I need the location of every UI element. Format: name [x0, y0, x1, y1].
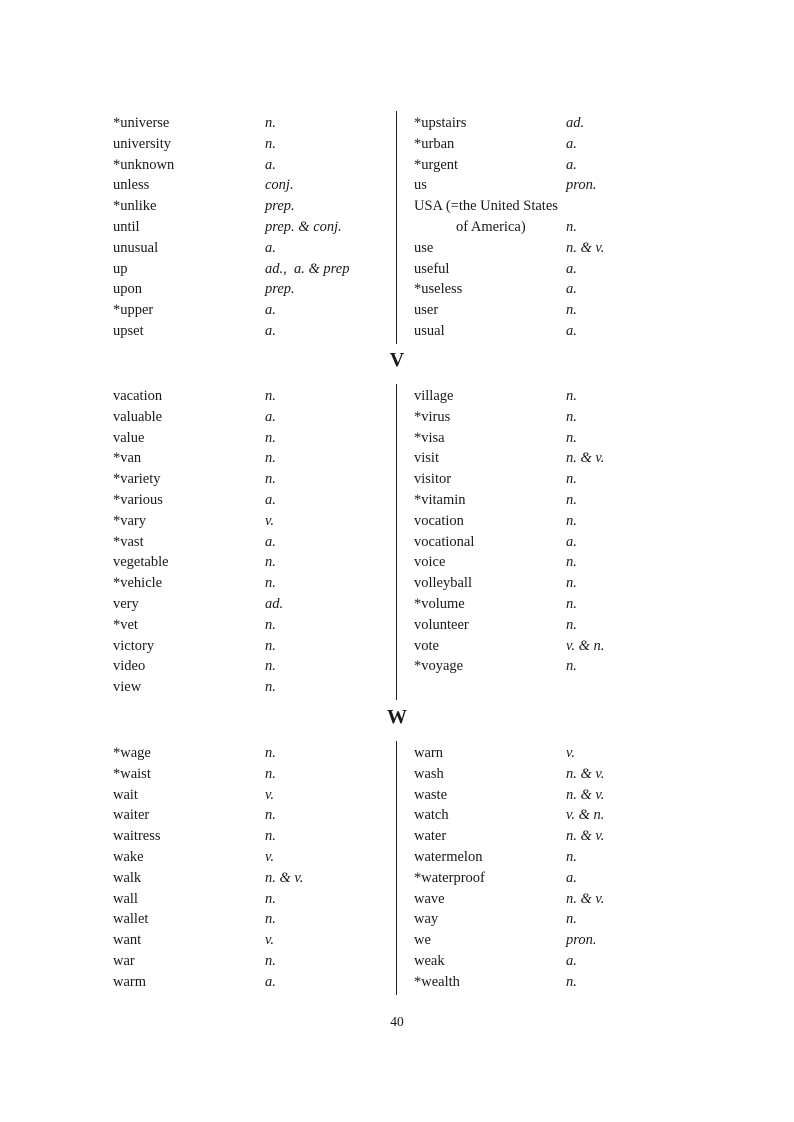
entry-row — [414, 448, 794, 469]
entry-row — [113, 930, 397, 951]
entry-pos: n. — [265, 616, 276, 633]
entry-word: wait — [113, 786, 138, 803]
word-column-right — [397, 386, 794, 698]
entry-word: *upper — [113, 302, 154, 319]
entry-row — [113, 448, 397, 469]
entry-row — [414, 238, 794, 259]
entry-pos: n. — [265, 575, 276, 592]
entry-pos: v. — [265, 512, 274, 529]
entry-row — [113, 490, 397, 511]
entry-word: waiter — [113, 807, 150, 824]
entry-word: unusual — [113, 239, 159, 256]
entry-pos: n. — [566, 575, 577, 592]
entry-word: warn — [414, 745, 443, 761]
entry-pos: v. & n. — [566, 807, 605, 824]
entry-word: visit — [414, 450, 439, 467]
entry-pos: n. — [265, 637, 276, 654]
entry-pos: n. — [566, 595, 577, 612]
entry-pos: n. — [566, 302, 577, 319]
entry-row — [414, 594, 794, 615]
entry-word: *wealth — [414, 973, 460, 990]
entry-row — [414, 175, 794, 196]
entry-pos: n. — [265, 679, 276, 696]
entry-row — [113, 636, 397, 657]
entry-row — [113, 407, 397, 428]
entry-pos: prep. & conj. — [265, 218, 342, 235]
entry-row — [113, 594, 397, 615]
entry-word: *vet — [113, 616, 138, 633]
entry-row — [414, 259, 794, 280]
entry-word: *van — [113, 450, 142, 467]
entry-word: voice — [414, 554, 446, 571]
entry-word: up — [113, 260, 128, 277]
entry-word: waitress — [113, 828, 161, 845]
entry-pos: n. — [265, 388, 276, 404]
column-divider — [396, 741, 397, 995]
entry-pos: n. — [265, 745, 276, 761]
entry-row — [414, 743, 794, 764]
entry-pos: ad. — [566, 115, 585, 131]
entry-word: vocation — [414, 512, 464, 529]
entry-pos: n. — [265, 658, 276, 675]
entry-row — [414, 469, 794, 490]
entry-pos: n. — [265, 890, 276, 907]
entry-row — [113, 868, 397, 889]
entry-row — [414, 615, 794, 636]
entry-row — [414, 972, 794, 993]
entry-word: vacation — [113, 388, 163, 404]
entry-row — [414, 217, 794, 238]
entry-row — [113, 386, 397, 407]
word-column-left — [0, 386, 397, 698]
entry-row — [113, 615, 397, 636]
entry-word: victory — [113, 637, 155, 654]
entry-pos: a. — [566, 156, 577, 173]
entry-row — [414, 386, 794, 407]
entry-pos: n. — [265, 115, 276, 131]
entry-row — [414, 656, 794, 677]
entry-pos: a. — [265, 973, 276, 990]
entry-word: *virus — [414, 408, 451, 425]
entry-word: vote — [414, 637, 439, 654]
entry-pos: n. — [265, 911, 276, 928]
entry-pos: n. — [265, 135, 276, 152]
entry-word: usual — [414, 322, 445, 339]
entry-pos: a. — [566, 952, 577, 969]
entry-word: weak — [414, 952, 445, 969]
entry-row — [414, 279, 794, 300]
entry-pos: n. — [566, 429, 577, 446]
entry-row — [113, 805, 397, 826]
entry-pos: prep. — [265, 198, 295, 215]
entry-pos: n. — [265, 828, 276, 845]
entry-row — [414, 552, 794, 573]
entry-row — [414, 785, 794, 806]
entry-pos: a. — [265, 302, 276, 319]
entry-row — [414, 490, 794, 511]
entry-word: watermelon — [414, 848, 483, 865]
entry-pos: a. — [566, 135, 577, 152]
entry-word: *voyage — [414, 658, 464, 675]
entry-word: wallet — [113, 911, 149, 928]
entry-pos: a. — [265, 239, 276, 256]
entry-word: wash — [414, 765, 444, 782]
entry-row — [113, 889, 397, 910]
entry-pos: n. & v. — [566, 890, 605, 907]
entry-word: us — [414, 177, 427, 194]
entry-row — [113, 300, 397, 321]
entry-word: *volume — [414, 595, 465, 612]
entry-pos: v. — [566, 745, 575, 761]
entry-row — [113, 972, 397, 993]
entry-pos: a. — [265, 491, 276, 508]
entry-row — [414, 847, 794, 868]
column-divider — [396, 384, 397, 700]
entry-pos: a. — [566, 533, 577, 550]
entry-row — [414, 889, 794, 910]
entry-word: *unknown — [113, 156, 175, 173]
entry-row — [113, 573, 397, 594]
entry-word: user — [414, 302, 439, 319]
entry-row — [113, 764, 397, 785]
entry-pos: v. — [265, 786, 274, 803]
word-column-right — [397, 743, 794, 993]
entry-word: *urban — [414, 135, 455, 152]
entry-word: *upstairs — [414, 115, 467, 131]
entry-row — [414, 134, 794, 155]
entry-pos: ad. — [265, 595, 284, 612]
entry-pos: n. & v. — [566, 450, 605, 467]
entry-word: upon — [113, 281, 142, 298]
section-v — [0, 386, 794, 698]
entry-row — [414, 805, 794, 826]
entry-word: waste — [414, 786, 448, 803]
entry-word: vocational — [414, 533, 475, 550]
entry-word: *various — [113, 491, 163, 508]
entry-row — [414, 909, 794, 930]
entry-pos: n. — [566, 658, 577, 675]
entry-pos: n. & v. — [566, 828, 605, 845]
entry-pos: a. — [265, 408, 276, 425]
entry-row — [113, 196, 397, 217]
entry-word: *variety — [113, 471, 161, 488]
entry-row — [414, 196, 794, 217]
entry-row — [113, 951, 397, 972]
page-number: 40 — [390, 1014, 404, 1029]
entry-row — [113, 532, 397, 553]
entry-pos: n. & v. — [566, 765, 605, 782]
entry-row — [414, 868, 794, 889]
entry-row — [414, 826, 794, 847]
entry-word: view — [113, 679, 142, 696]
entry-pos: v. — [265, 848, 274, 865]
entry-row — [113, 909, 397, 930]
entry-row — [414, 930, 794, 951]
entry-pos: a. — [566, 281, 577, 298]
entry-word: *vitamin — [414, 491, 466, 508]
entry-word: *unlike — [113, 198, 157, 215]
entry-word: *vast — [113, 533, 144, 550]
section-heading-w: W — [387, 706, 407, 728]
entry-pos: a. — [265, 533, 276, 550]
entry-row — [113, 847, 397, 868]
entry-row — [113, 677, 397, 698]
entry-pos: n. — [265, 765, 276, 782]
entry-word: upset — [113, 322, 144, 339]
entry-pos: n. — [566, 911, 577, 928]
entry-word: *wage — [113, 745, 151, 761]
entry-pos: ad., a. & prep — [265, 260, 350, 277]
entry-row — [414, 573, 794, 594]
entry-row — [113, 785, 397, 806]
entry-word: *urgent — [414, 156, 459, 173]
entry-word: of America) — [456, 218, 526, 235]
entry-row — [113, 175, 397, 196]
entry-word: valuable — [113, 408, 163, 425]
entry-row — [113, 826, 397, 847]
entry-pos: a. — [566, 260, 577, 277]
entry-pos: n. — [265, 429, 276, 446]
entry-pos: n. — [566, 491, 577, 508]
entry-word: *useless — [414, 281, 463, 298]
entry-pos: n. — [566, 218, 577, 235]
entry-pos: a. — [566, 869, 577, 886]
entry-row — [113, 259, 397, 280]
entry-word: water — [414, 828, 447, 845]
entry-row — [414, 300, 794, 321]
entry-row — [113, 155, 397, 176]
entry-word: *vehicle — [113, 575, 163, 592]
entry-pos: prep. — [265, 281, 295, 298]
entry-row — [414, 532, 794, 553]
entry-word: *universe — [113, 115, 170, 131]
entry-pos: n. — [566, 616, 577, 633]
word-column-right — [397, 113, 794, 342]
entry-word: use — [414, 239, 434, 256]
entry-pos: n. — [566, 408, 577, 425]
entry-pos: conj. — [265, 177, 294, 194]
entry-pos: n. & v. — [566, 239, 605, 256]
entry-word: volunteer — [414, 616, 469, 633]
entry-word: wall — [113, 890, 138, 907]
entry-word: vegetable — [113, 554, 169, 571]
entry-row — [113, 113, 397, 134]
entry-row — [113, 656, 397, 677]
entry-row — [414, 428, 794, 449]
entry-word: war — [113, 952, 135, 969]
entry-pos: n. — [566, 554, 577, 571]
entry-word: *waist — [113, 765, 151, 782]
entry-pos: pron. — [566, 932, 597, 949]
section-w — [0, 743, 794, 993]
entry-row — [414, 764, 794, 785]
entry-row — [414, 155, 794, 176]
entry-word: *vary — [113, 512, 147, 529]
section-heading-v: V — [389, 349, 405, 371]
entry-pos: v. & n. — [566, 637, 605, 654]
entry-pos: n. — [566, 848, 577, 865]
entry-row — [113, 134, 397, 155]
entry-word: we — [414, 932, 431, 949]
entry-word: very — [113, 595, 139, 612]
entry-word: watch — [414, 807, 449, 824]
entry-row — [113, 238, 397, 259]
entry-word: *waterproof — [414, 869, 485, 886]
entry-row — [113, 743, 397, 764]
entry-pos: a. — [265, 322, 276, 339]
entry-pos: a. — [566, 322, 577, 339]
entry-pos: n. — [566, 512, 577, 529]
entry-word: walk — [113, 869, 142, 886]
entry-row — [113, 469, 397, 490]
entry-pos: v. — [265, 932, 274, 949]
entry-pos: n. — [566, 973, 577, 990]
entry-pos: pron. — [566, 177, 597, 194]
entry-pos: n. & v. — [566, 786, 605, 803]
entry-word: visitor — [414, 471, 452, 488]
word-column-left — [0, 113, 397, 342]
entry-word: USA (=the United States — [414, 198, 558, 215]
entry-word: want — [113, 932, 142, 949]
entry-row — [414, 636, 794, 657]
entry-word: wave — [414, 890, 445, 907]
entry-word: volleyball — [414, 575, 472, 592]
entry-word: until — [113, 218, 140, 235]
entry-pos: n. & v. — [265, 869, 304, 886]
entry-word: *visa — [414, 429, 445, 446]
entry-word: useful — [414, 260, 450, 277]
entry-word: way — [414, 911, 439, 928]
entry-word: value — [113, 429, 145, 446]
entry-row — [113, 511, 397, 532]
entry-row — [113, 279, 397, 300]
word-column-left — [0, 743, 397, 993]
entry-word: village — [414, 388, 454, 404]
entry-row — [113, 428, 397, 449]
entry-pos: a. — [265, 156, 276, 173]
entry-pos: n. — [265, 471, 276, 488]
entry-word: video — [113, 658, 146, 675]
entry-row — [414, 951, 794, 972]
entry-pos: n. — [265, 807, 276, 824]
entry-word: university — [113, 135, 171, 152]
entry-pos: n. — [566, 388, 577, 404]
entry-pos: n. — [265, 450, 276, 467]
entry-row — [414, 511, 794, 532]
entry-word: warm — [113, 973, 147, 990]
entry-row — [113, 321, 397, 342]
entry-row — [113, 552, 397, 573]
entry-word: wake — [113, 848, 144, 865]
entry-row — [414, 321, 794, 342]
entry-pos: n. — [265, 554, 276, 571]
column-divider — [396, 111, 397, 344]
entry-row — [113, 217, 397, 238]
entry-word: unless — [113, 177, 150, 194]
entry-pos: n. — [265, 952, 276, 969]
section-u-continued — [0, 113, 794, 342]
entry-row — [414, 113, 794, 134]
entry-pos: n. — [566, 471, 577, 488]
entry-row — [414, 407, 794, 428]
